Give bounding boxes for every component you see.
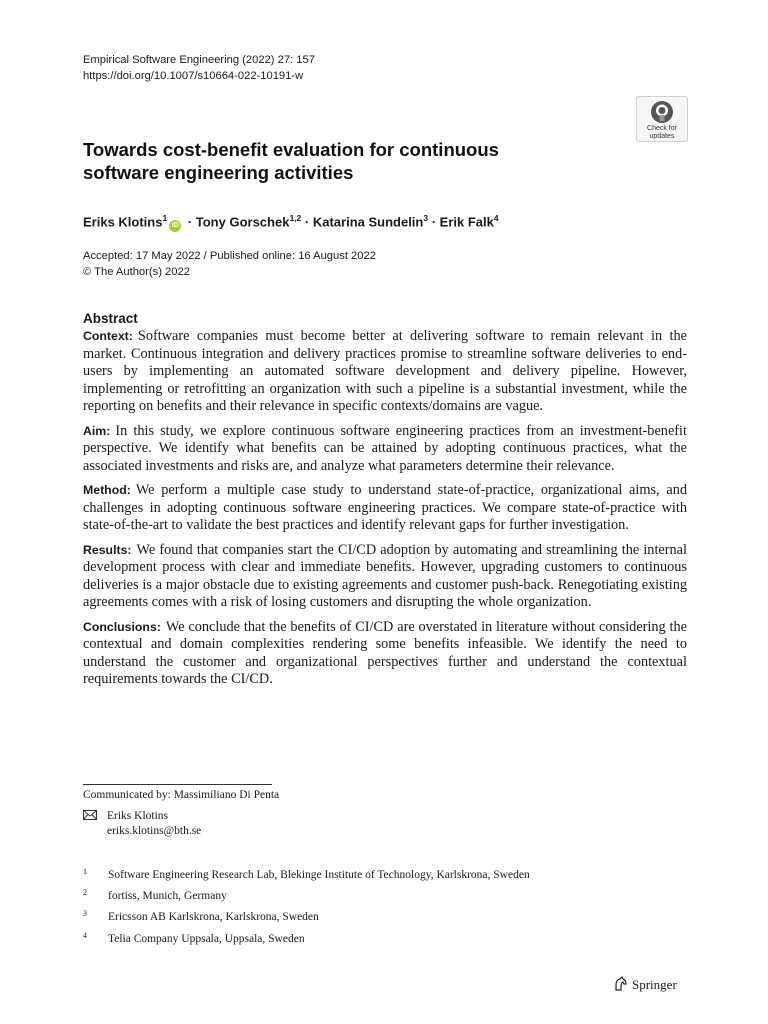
accepted-published: Accepted: 17 May 2022 / Published online: 16 August 2022 [83, 250, 376, 262]
publisher-name: Springer [632, 977, 677, 992]
author-name[interactable]: Erik Falk [439, 214, 494, 230]
orcid-icon[interactable]: iD [169, 220, 181, 232]
publication-dates [83, 248, 376, 280]
affiliation-text: Ericsson AB Karlskrona, Karlskrona, Sweden [108, 911, 319, 923]
abstract-aim [83, 423, 687, 476]
affiliation-number: 1 [83, 867, 87, 876]
author-name[interactable]: Eriks Klotins [83, 214, 163, 230]
copyright: © The Author(s) 2022 [83, 266, 190, 278]
badge-text: Check for updates [647, 125, 677, 140]
author-affiliation-ref: 1,2 [289, 213, 302, 223]
journal-citation: Empirical Software Engineering (2022) 27: 157 [83, 54, 315, 66]
section-text: We conclude that the benefits of CI/CD are overstated in literature without considering the contextual and domain complexities rendering some benefits infeasible. We identify the need to understand the customer and organizational perspectives further and understand the contextual requirements towards the CI/CD. [83, 618, 687, 687]
section-text: Software companies must become better at delivering software to remain relevant in the market. Continuous integration and delivery practices promise to streamline software deliveries to end-users by implementing an automated software development and delivery pipeline. However, implementing or retrofitting an organization with such a pipeline is a substantial investment, while the reporting on benefits and their relevance in specific contexts/domains are vague. [83, 328, 687, 414]
crossmark-icon [650, 100, 674, 124]
journal-header [83, 52, 315, 84]
corresponding-name: Eriks Klotins [107, 810, 169, 822]
springer-horse-icon [613, 976, 629, 992]
section-label: Context: [83, 329, 133, 343]
footnote-divider [83, 784, 272, 785]
communicated-by: Communicated by: Massimiliano Di Penta [83, 789, 280, 801]
abstract-method [83, 482, 687, 535]
section-label: Aim: [83, 423, 111, 438]
affiliation-text: Software Engineering Research Lab, Blekinge Institute of Technology, Karlskrona, Sweden [108, 869, 530, 881]
affiliation-number: 4 [83, 931, 87, 940]
affiliation-number: 3 [83, 909, 87, 918]
abstract-conclusions [83, 619, 687, 689]
section-label: Conclusions: [83, 619, 161, 634]
author-affiliation-ref: 1 [162, 213, 168, 223]
author-name[interactable]: Katarina Sundelin [312, 214, 424, 230]
author-name[interactable]: Tony Gorschek [195, 214, 290, 230]
author-affiliation-ref: 3 [423, 213, 429, 223]
publisher-logo [613, 976, 677, 994]
section-text: In this study, we explore continuous software engineering practices from an investment-benefit perspective. We identify what benefits can be attained by adopting continuous practices, what the associated investments and risks are, and analyze what parameters determine their relevance. [83, 422, 687, 474]
affiliation-text: fortiss, Munich, Germany [108, 890, 227, 902]
doi-link[interactable]: https://doi.org/10.1007/s10664-022-10191-w [83, 70, 304, 82]
section-text: We perform a multiple case study to understand state-of-practice, organizational aims, and challenges in adopting continuous software engineering practices. We compare state-of-practice with state-of-the-art to validate the best practices and identify relevant gaps for further investigation. [83, 482, 687, 533]
section-label: Method: [83, 483, 131, 497]
abstract-results [83, 542, 687, 612]
paper-title: Towards cost-benefit evaluation for continuous software engineering activities [83, 139, 499, 183]
affiliation-text: Telia Company Uppsala, Uppsala, Sweden [108, 933, 305, 945]
corresponding-email[interactable]: eriks.klotins@bth.se [107, 825, 202, 837]
section-text: We found that companies start the CI/CD adoption by automating and streamlining the internal development process with clear and immediate benefits. However, upgrading customers to continuous deliveries is a major obstacle due to existing agreements and customer push-back. Renegotiating existing agreements comes with a risk of losing customers and disrupting the whole organization. [83, 541, 687, 610]
abstract-heading: Abstract [83, 311, 138, 326]
abstract-context [83, 328, 687, 416]
author-list: Eriks Klotins$^1$iD · Tony Gorschek$^{1,2}$ · Katarina Sundelin$^3$ · Erik Falk$^4$ [83, 209, 683, 232]
abstract [83, 311, 687, 696]
affiliation-number: 2 [83, 888, 87, 897]
section-label: Results: [83, 542, 132, 557]
author-affiliation-ref: 4 [493, 213, 499, 223]
envelope-icon [83, 810, 97, 820]
check-for-updates-badge[interactable] [636, 96, 688, 142]
